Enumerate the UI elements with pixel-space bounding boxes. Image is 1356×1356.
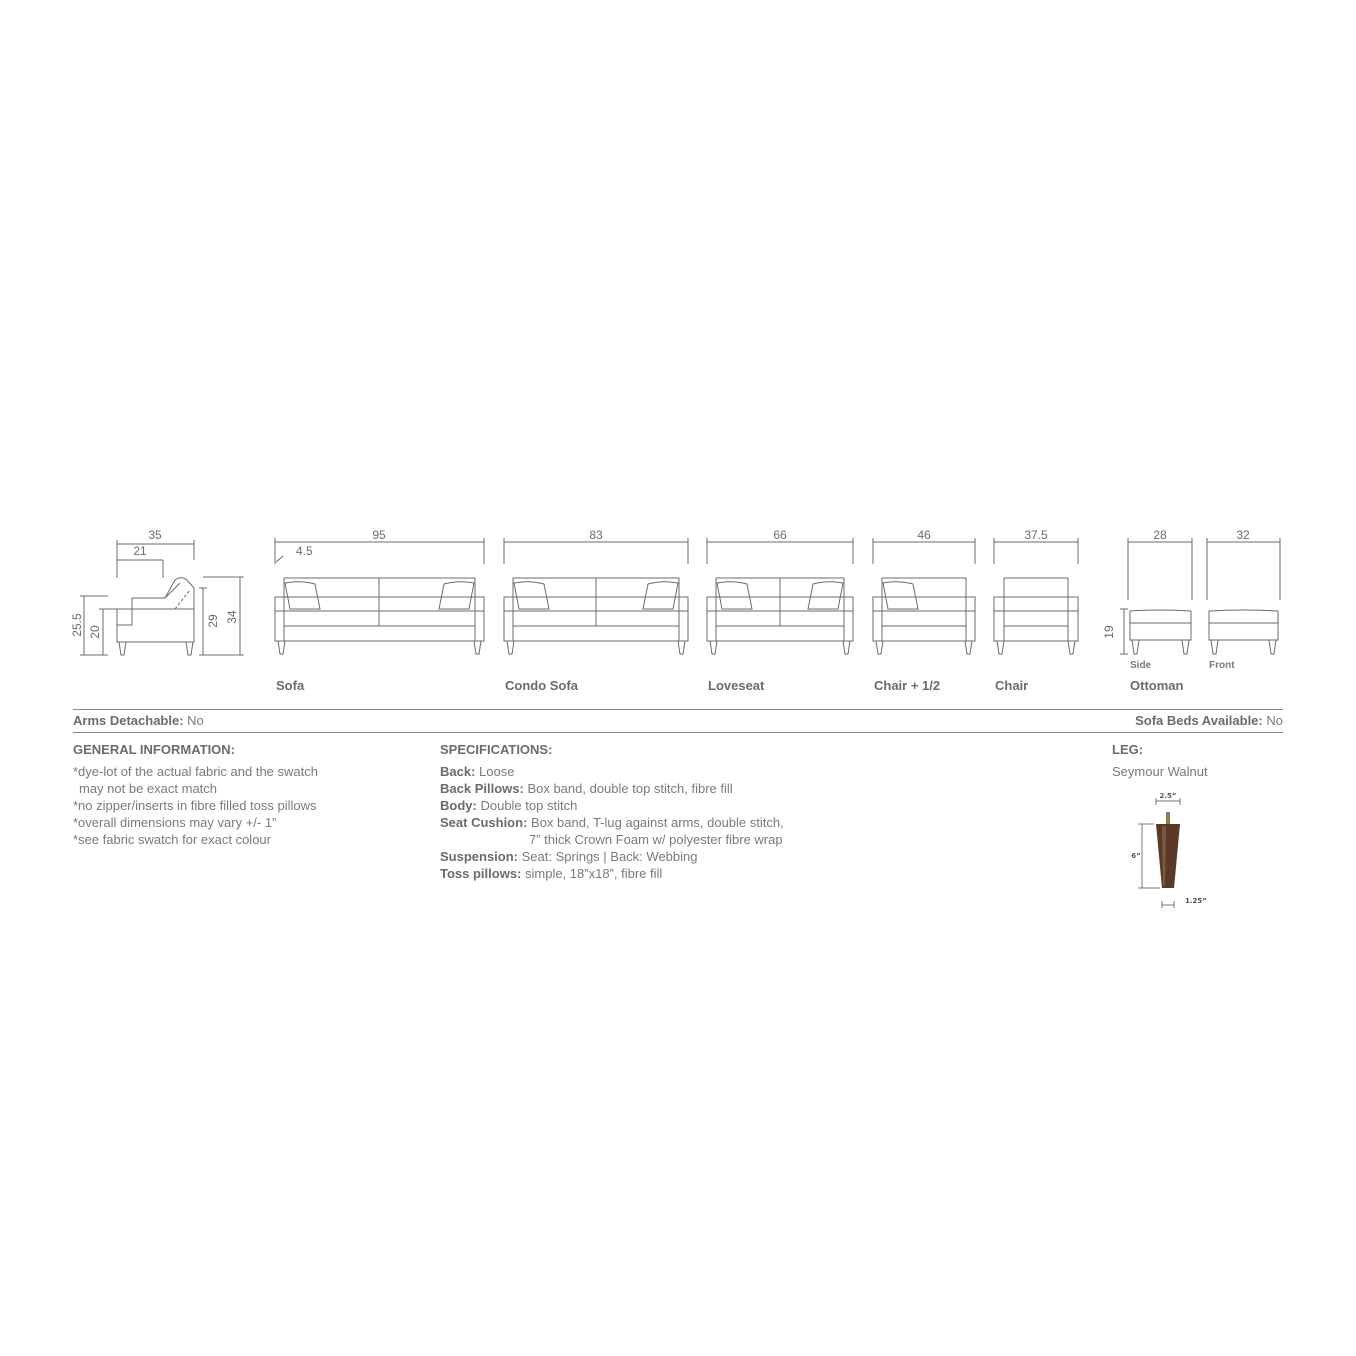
spec-toss [440, 865, 784, 882]
ottoman-front-label: Front [1209, 660, 1235, 671]
dim-ottoman-front-width: 32 [1236, 528, 1250, 542]
leg-height: 6” [1131, 852, 1141, 860]
ottoman-front-drawing [1207, 538, 1280, 654]
dim-sofa-width: 95 [372, 528, 386, 542]
spec-suspension-value: Seat: Springs | Back: Webbing [521, 849, 698, 864]
dim-chair-half-width: 46 [917, 528, 931, 542]
divider-bottom [73, 732, 1283, 733]
spec-toss-label: Toss pillows: [440, 866, 522, 881]
spec-suspension [440, 848, 784, 865]
model-label-ottoman: Ottoman [1130, 678, 1184, 693]
model-label-chair: Chair [995, 678, 1029, 693]
dim-loveseat-width: 66 [773, 528, 787, 542]
condo-sofa-drawing [504, 538, 688, 654]
arms-value: No [187, 713, 204, 728]
leg-heading: LEG: [1112, 742, 1144, 757]
model-label-sofa: Sofa [276, 678, 305, 693]
dim-side-seat-depth: 21 [133, 544, 147, 558]
model-label-condo-sofa: Condo Sofa [505, 678, 578, 693]
spec-back-value: Loose [479, 764, 515, 779]
ottoman-side-drawing [1120, 538, 1192, 654]
arms-label: Arms Detachable: [73, 713, 184, 728]
dim-ottoman-side-width: 28 [1153, 528, 1167, 542]
general-line: *no zipper/inserts in fibre filled toss pillows [73, 798, 317, 813]
dim-arm-height: 25.5 [70, 613, 84, 637]
general-line: may not be exact match [79, 781, 218, 796]
general-list [73, 763, 318, 848]
general-line: *overall dimensions may vary +/- 1” [73, 815, 277, 830]
dim-condo-width: 83 [589, 528, 603, 542]
loveseat-drawing [707, 538, 853, 654]
arm-width-marker [276, 556, 283, 562]
model-label-loveseat: Loveseat [708, 678, 765, 693]
spec-back-label: Back: [440, 764, 476, 779]
spec-seat-label: Seat Cushion: [440, 815, 528, 830]
spec-toss-value: simple, 18”x18”, fibre fill [525, 866, 663, 881]
spec-back-pillows-label: Back Pillows: [440, 781, 524, 796]
spec-body [440, 797, 784, 814]
dim-sofa-arm: 4.5 [296, 544, 313, 558]
leg-bottom-width: 1.25” [1185, 897, 1207, 905]
general-heading: GENERAL INFORMATION: [73, 742, 236, 757]
specifications-list [440, 763, 784, 882]
dim-total-height: 34 [225, 610, 239, 624]
beds-label: Sofa Beds Available: [1135, 713, 1263, 728]
spec-seat-continued: 7” thick Crown Foam w/ polyester fibre wrap [529, 832, 783, 847]
spec-back-pillows [440, 780, 784, 797]
beds-value: No [1266, 713, 1283, 728]
arms-detachable [73, 713, 204, 728]
model-label-chair-half: Chair + 1/2 [874, 678, 941, 693]
sofa-beds-available [1135, 713, 1283, 728]
spec-suspension-label: Suspension: [440, 849, 519, 864]
dim-ottoman-height: 19 [1102, 625, 1116, 639]
spec-body-label: Body: [440, 798, 477, 813]
leg-illustration [1131, 792, 1207, 908]
spec-back-pillows-value: Box band, double top stitch, fibre fill [527, 781, 733, 796]
side-view-drawing [117, 578, 194, 655]
spec-body-value: Double top stitch [480, 798, 578, 813]
leg-name: Seymour Walnut [1112, 764, 1208, 779]
dim-back-height: 29 [206, 614, 220, 628]
general-line: *see fabric swatch for exact colour [73, 832, 271, 847]
divider-top [73, 709, 1283, 710]
spec-back [440, 763, 784, 780]
ottoman-side-label: Side [1130, 660, 1152, 671]
dim-seat-height: 20 [88, 625, 102, 639]
dim-chair-width: 37.5 [1024, 528, 1048, 542]
dim-side-depth: 35 [148, 528, 162, 542]
leg-info [1112, 763, 1208, 780]
chair-half-drawing [873, 538, 975, 654]
spec-seat-value: Box band, T-lug against arms, double stitch, [531, 815, 784, 830]
general-line: *dye-lot of the actual fabric and the swatch [73, 764, 318, 779]
chair-drawing [994, 538, 1078, 654]
specifications-heading: SPECIFICATIONS: [440, 742, 553, 757]
spec-seat [440, 814, 784, 831]
leg-top-width: 2.5” [1159, 792, 1177, 800]
